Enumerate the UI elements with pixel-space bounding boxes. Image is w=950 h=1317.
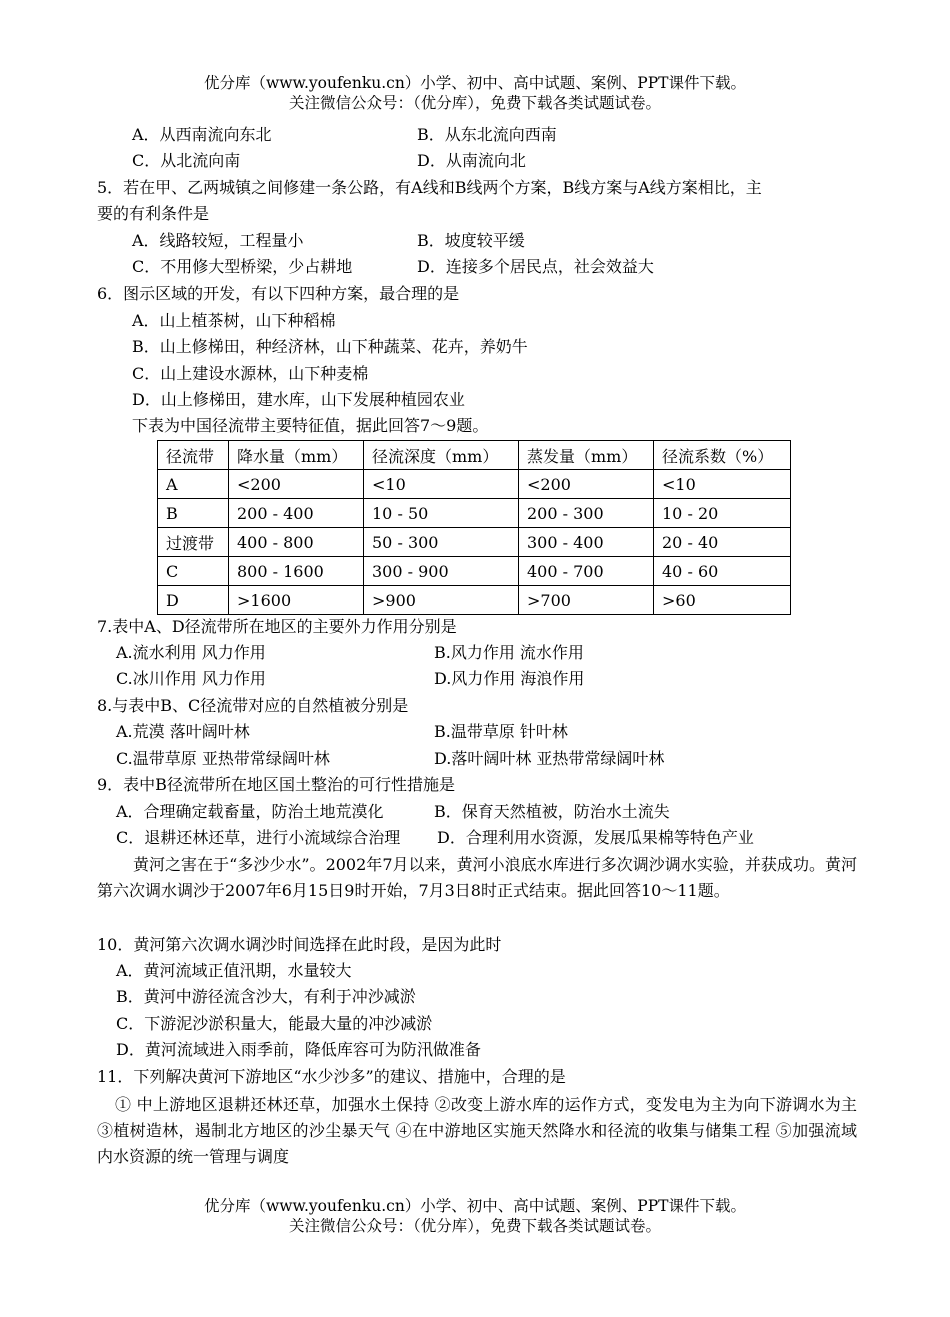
- q6-option-c: C．山上建设水源林，山下种麦棉: [132, 364, 369, 383]
- q9-option-a: A．合理确定载畜量，防治土地荒漠化: [116, 802, 384, 821]
- q8-option-b: B.温带草原 针叶林: [434, 722, 568, 741]
- q5-option-b: B．坡度较平缓: [417, 231, 525, 250]
- q4-option-d: D．从南流向北: [417, 151, 526, 170]
- header-line-2: 关注微信公众号：（优分库），免费下载各类试题试卷。: [288, 94, 661, 112]
- q8-option-d: D.落叶阔叶林 亚热带常绿阔叶林: [434, 749, 665, 768]
- table-cell: 200 - 400: [229, 499, 364, 528]
- table-header-cell: 径流带: [158, 441, 229, 470]
- table-cell: C: [158, 557, 229, 586]
- q5-stem-line-2: 要的有利条件是: [97, 204, 210, 223]
- table-cell: 400 - 700: [519, 557, 654, 586]
- q8-stem: 8.与表中B、C径流带对应的自然植被分别是: [97, 696, 409, 715]
- passage-huanghe: 黄河之害在于“多沙少水”。2002年7月以来，黄河小浪底水库进行多次调沙调水实验，并获成功。黄河第六次调水调沙于2007年6月15日9时开始，7月3日8时正式结束。据此回答10～11题。: [97, 855, 857, 900]
- table-row: [158, 586, 791, 615]
- footer-line-1: 优分库（www.youfenku.cn）小学、初中、高中试题、案例、PPT课件下载。: [203, 1197, 747, 1215]
- table-row: [158, 470, 791, 499]
- table-cell: 40 - 60: [654, 557, 791, 586]
- q7-option-b: B.风力作用 流水作用: [434, 643, 584, 662]
- table-header-cell: 径流系数（%）: [654, 441, 791, 470]
- table-row: [158, 557, 791, 586]
- table-cell: 50 - 300: [364, 528, 519, 557]
- table-cell: 400 - 800: [229, 528, 364, 557]
- q4-option-a: A．从西南流向东北: [132, 125, 272, 144]
- q6-option-a: A．山上植茶树，山下种稻棉: [132, 311, 336, 330]
- table-cell: <200: [229, 470, 364, 499]
- q4-option-b: B．从东北流向西南: [417, 125, 557, 144]
- q6-option-d: D．山上修梯田，建水库，山下发展种植园农业: [132, 390, 465, 409]
- q5-option-a: A．线路较短，工程量小: [132, 231, 304, 250]
- table-cell: >60: [654, 586, 791, 615]
- table-cell: 10 - 20: [654, 499, 791, 528]
- q10-option-c: C．下游泥沙淤积量大，能最大量的冲沙减淤: [116, 1014, 433, 1033]
- table-cell: 20 - 40: [654, 528, 791, 557]
- table-header-cell: 径流深度（mm）: [364, 441, 519, 470]
- table-header-cell: 降水量（mm）: [229, 441, 364, 470]
- table-cell: 200 - 300: [519, 499, 654, 528]
- q7-option-c: C.冰川作用 风力作用: [116, 669, 266, 688]
- table-cell: 过渡带: [158, 528, 229, 557]
- header-line-1: 优分库（www.youfenku.cn）小学、初中、高中试题、案例、PPT课件下载。: [203, 74, 747, 92]
- q8-option-c: C.温带草原 亚热带常绿阔叶林: [116, 749, 330, 768]
- q8-option-a: A.荒漠 落叶阔叶林: [116, 722, 250, 741]
- q10-option-a: A．黄河流域正值汛期，水量较大: [116, 961, 352, 980]
- table-row: [158, 499, 791, 528]
- table-cell: 800 - 1600: [229, 557, 364, 586]
- q10-option-b: B．黄河中游径流含沙大，有利于冲沙减淤: [116, 987, 416, 1006]
- q7-option-d: D.风力作用 海浪作用: [434, 669, 585, 688]
- table-cell: 300 - 900: [364, 557, 519, 586]
- q10-stem: 10．黄河第六次调水调沙时间选择在此时段，是因为此时: [97, 935, 502, 954]
- q6-stem: 6．图示区域的开发，有以下四种方案，最合理的是: [97, 284, 460, 303]
- runoff-table: [157, 440, 791, 615]
- table-cell: >1600: [229, 586, 364, 615]
- q10-option-d: D．黄河流域进入雨季前，降低库容可为防汛做准备: [116, 1040, 481, 1059]
- q9-option-c: C．退耕还林还草，进行小流域综合治理: [116, 828, 401, 847]
- q6-option-b: B．山上修梯田，种经济林，山下种蔬菜、花卉，养奶牛: [132, 337, 528, 356]
- q9-option-b: B．保育天然植被，防治水土流失: [434, 802, 670, 821]
- q9-option-d: D．合理利用水资源，发展瓜果棉等特色产业: [437, 828, 754, 847]
- footer-line-2: 关注微信公众号：（优分库），免费下载各类试题试卷。: [288, 1217, 661, 1235]
- table-cell: A: [158, 470, 229, 499]
- q11-measures: ① 中上游地区退耕还林还草，加强水土保持 ②改变上游水库的运作方式，变发电为主为向下游调水为主 ③植树造林，遏制北方地区的沙尘暴天气 ④在中游地区实施天然降水和径流的收集与储集工程 ⑤加强流域内水资源的统一管理与调度: [97, 1095, 857, 1166]
- table-intro: 下表为中国径流带主要特征值，据此回答7～9题。: [132, 416, 489, 435]
- table-row: [158, 528, 791, 557]
- table-header-row: [158, 441, 791, 470]
- table-header-cell: 蒸发量（mm）: [519, 441, 654, 470]
- q7-stem: 7.表中A、D径流带所在地区的主要外力作用分别是: [97, 617, 457, 636]
- table-cell: <200: [519, 470, 654, 499]
- q5-option-c: C．不用修大型桥梁，少占耕地: [132, 257, 353, 276]
- q11-stem: 11．下列解决黄河下游地区“水少沙多”的建议、措施中，合理的是: [97, 1067, 566, 1086]
- table-cell: 10 - 50: [364, 499, 519, 528]
- table-cell: >700: [519, 586, 654, 615]
- q5-stem-line-1: 5．若在甲、乙两城镇之间修建一条公路，有A线和B线两个方案，B线方案与A线方案相比，主: [97, 178, 762, 197]
- q4-option-c: C．从北流向南: [132, 151, 241, 170]
- q7-option-a: A.流水利用 风力作用: [116, 643, 266, 662]
- table-cell: >900: [364, 586, 519, 615]
- q5-option-d: D．连接多个居民点，社会效益大: [417, 257, 654, 276]
- q9-stem: 9．表中B径流带所在地区国土整治的可行性措施是: [97, 775, 455, 794]
- table-cell: D: [158, 586, 229, 615]
- table-cell: <10: [654, 470, 791, 499]
- table-cell: <10: [364, 470, 519, 499]
- table-cell: 300 - 400: [519, 528, 654, 557]
- table-cell: B: [158, 499, 229, 528]
